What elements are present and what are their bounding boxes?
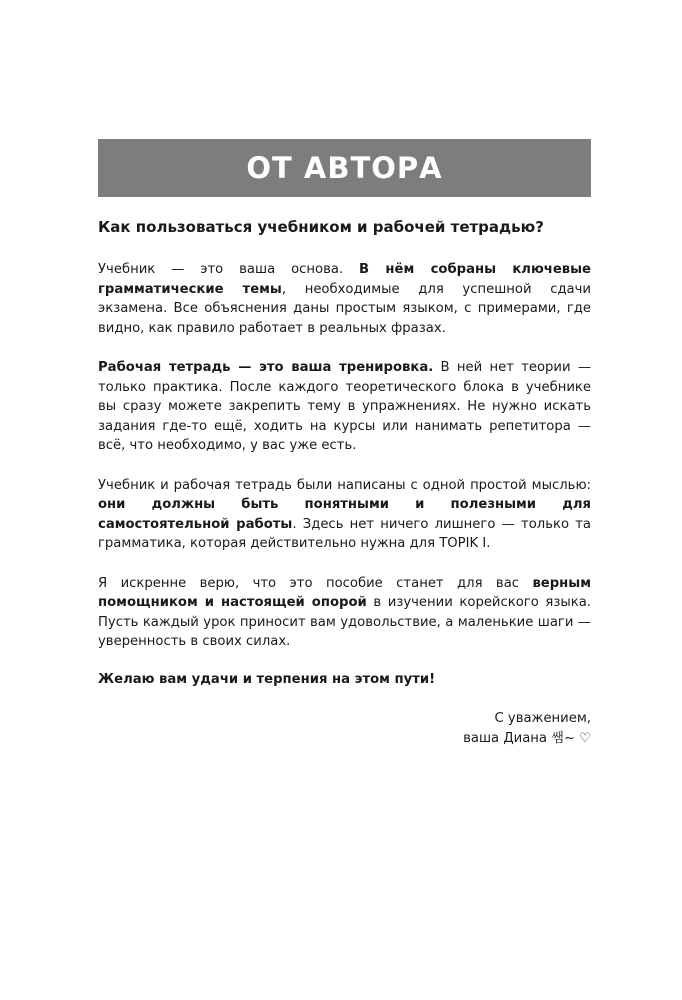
text: В ней нет теории — только практика. После каждого теоретического блока в учебнике вы сразу можете закрепить тему в упражнениях. Не нужно искать задания где-то ещё, ходить на курсы или нанимать репетитора — всё, что необходимо, у вас уже есть.	[98, 360, 592, 453]
bold-text: это ваша тренировка.	[259, 360, 434, 375]
paragraph-purpose	[98, 476, 591, 554]
bold-text: —	[230, 360, 260, 375]
section-question: Как пользоваться учебником и рабочей тетрадью?	[98, 218, 544, 236]
text: Учебник — это ваша основа.	[98, 262, 360, 277]
title-banner	[98, 139, 591, 197]
bold-text: В нём собраны ключевые грамматические темы	[98, 262, 591, 297]
paragraph-textbook	[98, 260, 591, 338]
text: Учебник и рабочая тетрадь были написаны с одной простой мыслью:	[98, 477, 591, 493]
signature	[98, 709, 591, 749]
page-title: ОТ АВТОРА	[246, 151, 443, 185]
bold-text: верным помощником и настоящей опорой	[98, 575, 591, 610]
closing-line: Желаю вам удачи и терпения на этом пути!	[98, 671, 436, 687]
text: в изучении корейского языка. Пусть каждый урок приносит вам удовольствие, а маленькие шаги — уверенность в своих силах.	[98, 595, 591, 649]
signature-name: ваша Диана 쌤~ ♡	[463, 730, 591, 746]
text: , необходимые для успешной сдачи экзамена. Все объяснения даны простым языком, с примерами, где видно, как правило работает в реальных фразах.	[98, 281, 592, 336]
paragraph-workbook	[98, 358, 591, 456]
text: . Здесь нет ничего лишнего — только та грамматика, которая действительно нужна для TOPIK I.	[98, 516, 591, 551]
paragraph-wishes	[98, 574, 591, 652]
bold-text: они должны быть понятными и полезными для самостоятельной работы	[98, 497, 591, 532]
main-content	[98, 218, 591, 749]
bold-text: Рабочая тетрадь	[98, 360, 231, 375]
text: Я искренне верю, что это пособие станет для вас	[98, 575, 533, 591]
signature-greeting: С уважением,	[494, 710, 591, 726]
